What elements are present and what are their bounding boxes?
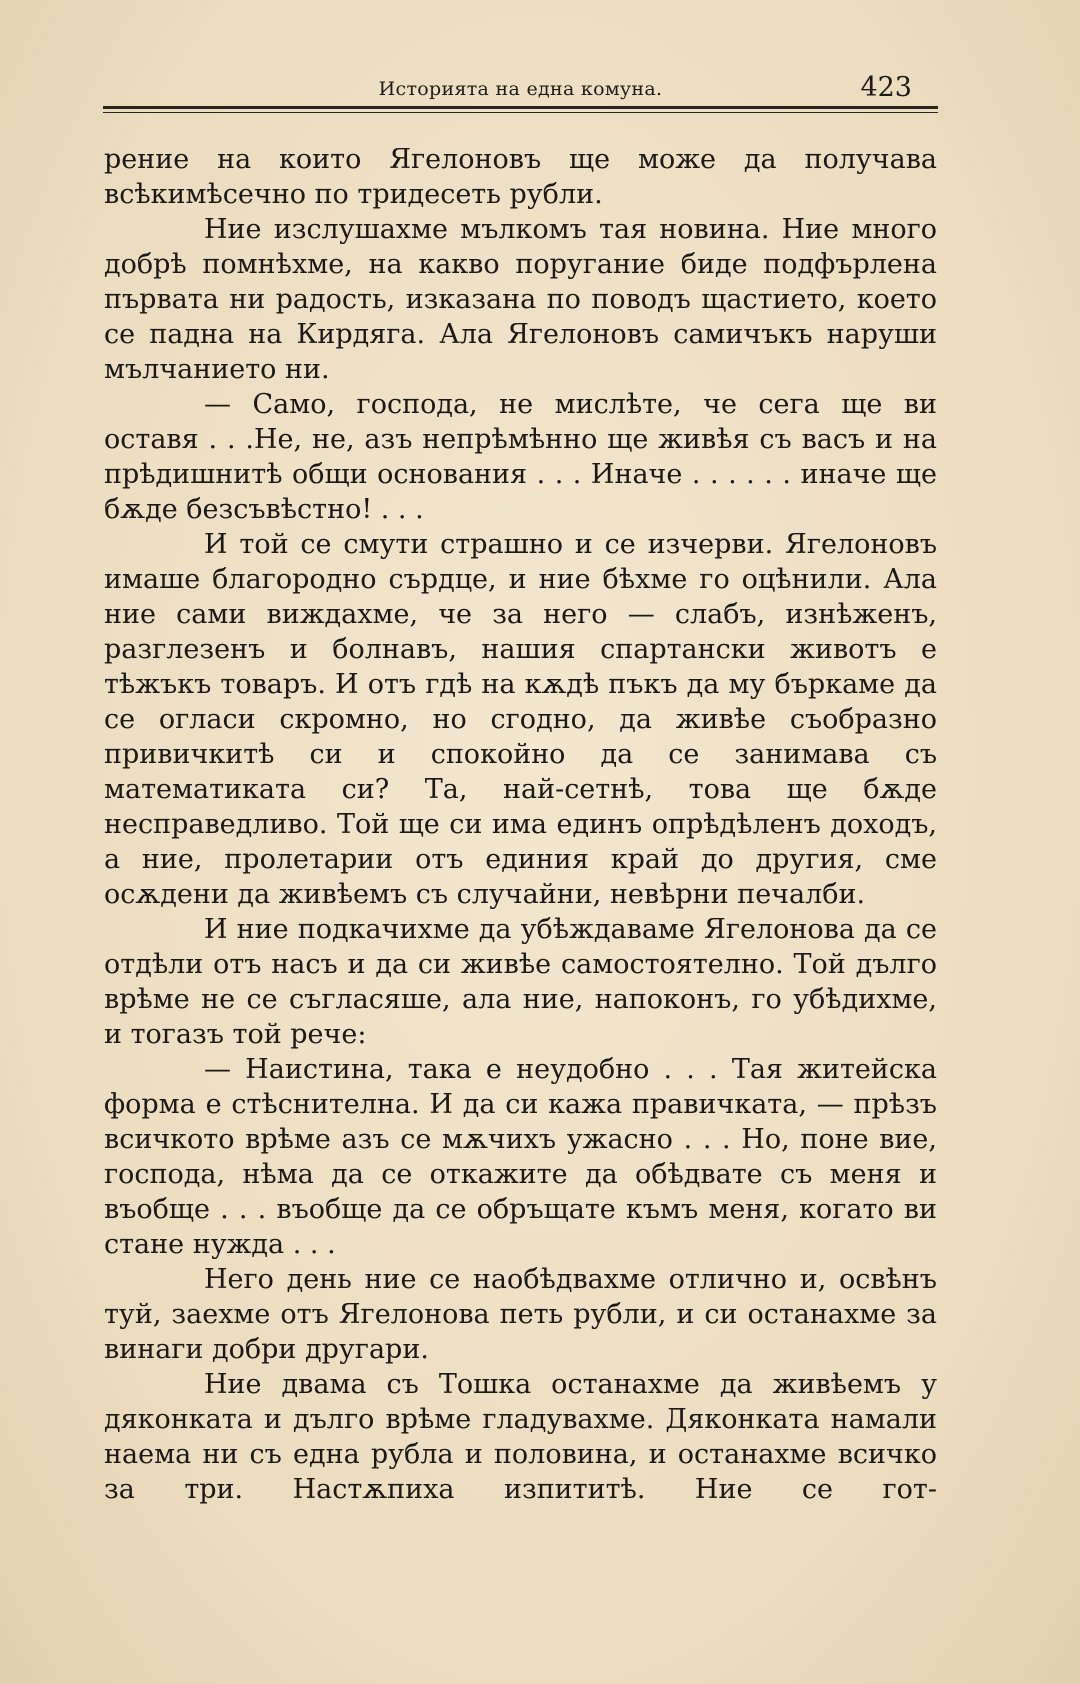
paragraph-dialogue: — Само, господа, не мислѣте, че сега ще ви оставя . . .Не, не, азъ непрѣмѣнно ще живѣя съ васъ и на прѣдишнитѣ общи основания . . . Иначе . . . . . . иначе ще бѫде безсъвѣстно! . . . <box>104 389 937 525</box>
header-rule-thin <box>103 112 938 113</box>
paragraph: И той се смути страшно и се изчерви. Ягелоновъ имаше благородно сърдце, и ние бѣхме го оцѣнили. Ала ние сами виждахме, че за него — слабъ, изнѣженъ, разглезенъ и болнавъ, нашия спартански животъ е тѣжъкъ товаръ. И отъ гдѣ на кѫдѣ пъкъ да му бъркаме да се огласи скромно, но сгодно, да живѣе съобразно привичкитѣ си и спокойно да се занимава съ математиката си? Та, най-сетнѣ, това ще бѫде несправедливо. Той ще си има единъ опрѣдѣленъ доходъ, а ние, пролетарии отъ единия край до другия, сме осѫдени да живѣемъ съ случайни, невѣрни печалби. <box>104 529 937 910</box>
paragraph: И ние подкачихме да убѣждаваме Ягелонова да се отдѣли отъ насъ и да си живѣе самостоятелно. Той дълго врѣме не се съгласяше, ала ние, напоконъ, го убѣдихме, и тогазъ той рече: <box>104 914 937 1050</box>
paragraph-dialogue: — Наистина, така е неудобно . . . Тая житейска форма е стѣснителна. И да си кажа правичката, — прѣзъ всичкото врѣме азъ се мѫчихъ ужасно . . . Но, поне вие, господа, нѣма да се откажите да обѣдвате съ меня и въобще . . . въобще да се обръщате къмъ меня, когато ви стане нужда . . . <box>104 1054 937 1260</box>
running-title: Историята на една комуна. <box>378 78 663 100</box>
page-number: 423 <box>860 72 912 103</box>
body-text <box>104 142 937 1507</box>
paragraph-continued: Ние двама съ Тошка останахме да живѣемъ у дяконката и дълго врѣме гладувахме. Дяконката намали наема ни съ една рубла и половина, и останахме всичко за три. Настѫпиха изпититѣ. Ние се гот- <box>104 1369 937 1505</box>
page-header <box>103 72 938 106</box>
header-rule-thick <box>103 106 938 109</box>
paragraph-continuation: рение на които Ягелоновъ ще може да получава всѣкимѣсечно по тридесеть рубли. <box>104 144 937 210</box>
paragraph: Него день ние се наобѣдвахме отлично и, освѣнъ туй, заехме отъ Ягелонова петь рубли, и си останахме за винаги добри другари. <box>104 1264 937 1365</box>
paragraph: Ние изслушахме мълкомъ тая новина. Ние много добрѣ помнѣхме, на какво поругание биде подфърлена първата ни радость, изказана по поводъ щастието, което се падна на Кирдяга. Ала Ягелоновъ самичъкъ наруши мълчанието ни. <box>104 214 937 385</box>
